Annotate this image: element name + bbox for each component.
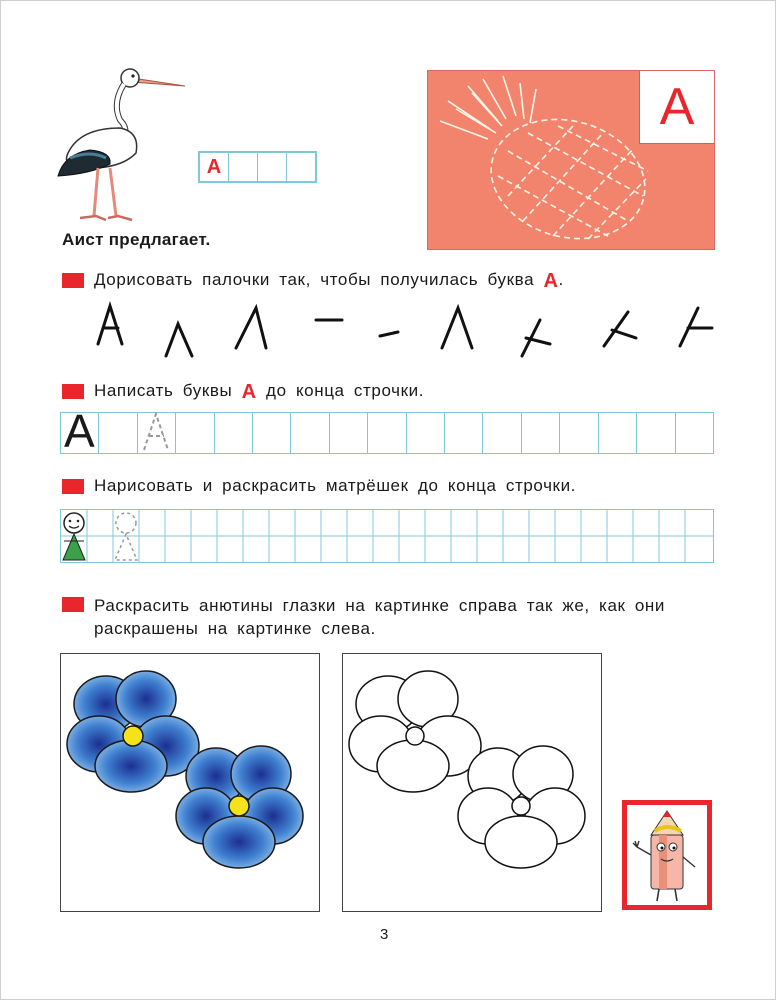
pansy-flower-colored [176, 746, 303, 868]
pansy-flower-outline[interactable] [458, 746, 585, 868]
word-first-letter: А [206, 155, 222, 178]
task-suffix: до конца строчки. [266, 381, 425, 400]
task-bullet [62, 597, 84, 612]
doll-grid[interactable] [60, 509, 714, 563]
sample-letter: А [64, 405, 95, 457]
task-bullet [62, 384, 84, 399]
pencil-mascot-icon [627, 805, 707, 905]
task-3 [62, 476, 576, 496]
stork-caption: Аист предлагает. [62, 230, 211, 249]
word-grid-cell[interactable] [229, 153, 258, 181]
page-number: 3 [380, 926, 389, 943]
word-grid-cell[interactable] [200, 153, 229, 181]
word-grid-cell[interactable] [258, 153, 287, 181]
stroke-fragments[interactable] [80, 298, 720, 362]
task-letter: А [543, 270, 559, 292]
task-suffix: . [558, 270, 564, 289]
big-letter-box [639, 71, 714, 144]
dashed-letter-trace [138, 412, 178, 452]
task-letter: А [241, 381, 257, 403]
task-text: Написать буквы [94, 381, 233, 400]
outline-pansies-picture[interactable] [342, 653, 602, 912]
task-bullet [62, 273, 84, 288]
pansy-flower-colored [67, 671, 199, 792]
task-1 [62, 270, 564, 293]
colored-pansies-picture [60, 653, 320, 912]
word-letter-grid [198, 151, 317, 183]
word-grid-cell[interactable] [287, 153, 315, 181]
task-text: Нарисовать и раскрасить матрёшек до конца строчки. [94, 476, 576, 495]
task-2 [62, 381, 424, 404]
task-4 [62, 594, 718, 640]
task-text: Дорисовать палочки так, чтобы получилась буква [94, 270, 535, 289]
big-letter: А [659, 78, 695, 136]
pansy-flower-outline[interactable] [349, 671, 481, 792]
pineapple-card [427, 70, 715, 250]
pencil-mascot-frame [622, 800, 712, 910]
task-bullet [62, 479, 84, 494]
task-text: Раскрасить анютины глазки на картинке справа так же, как они раскрашены на картинке слева. [94, 596, 666, 638]
stork-illustration [50, 58, 190, 228]
